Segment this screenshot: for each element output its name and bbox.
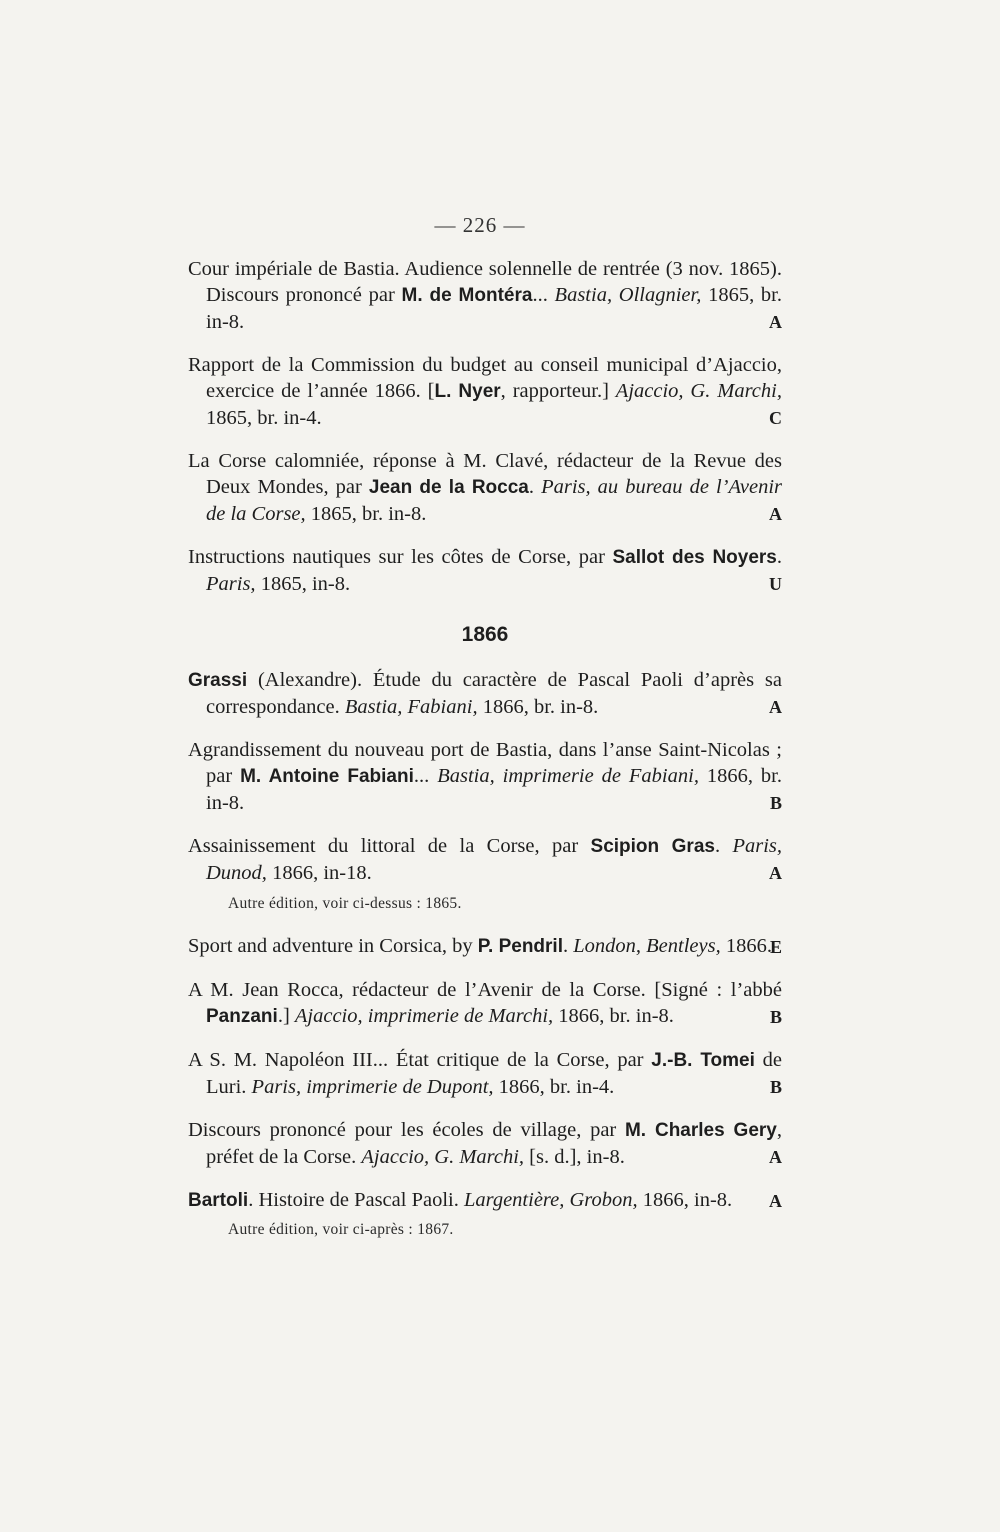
library-code: A	[769, 1191, 782, 1211]
library-code: B	[769, 793, 782, 813]
library-code: A	[769, 504, 782, 524]
entry-text: 1866, br. in-8.	[206, 765, 782, 814]
entry-author: J.-B. Tomei	[651, 1050, 755, 1071]
entry-text: Sport and adventure in Corsica, by	[188, 935, 478, 957]
entry-text: .	[714, 835, 733, 857]
entry-text: . Histoire de Pascal Paoli.	[248, 1189, 464, 1211]
entry-publisher: Ajaccio, imprimerie de Marchi,	[294, 1005, 554, 1027]
library-code: A	[769, 1147, 782, 1167]
edition-note: Autre édition, voir ci-après : 1867.	[228, 1221, 454, 1238]
library-code: A	[769, 697, 782, 717]
entry-text: Agrandissement du nouveau port de Bastia, dans l’anse Saint-Nicolas ; par	[188, 739, 782, 787]
entry-text: 1866, br. in-8.	[477, 696, 599, 718]
entry-text: 1866, br. in-4.	[493, 1076, 615, 1098]
bibliography-entry	[188, 352, 782, 431]
entry-author: M. Charles Gery	[624, 1120, 777, 1141]
entry-publisher: Bastia, Ollagnier,	[554, 284, 702, 306]
entry-author: P. Pendril	[477, 936, 563, 957]
entry-author: Sallot des Noyers	[612, 547, 777, 568]
entry-text: .]	[277, 1005, 295, 1027]
entry-text: Instructions nautiques sur les côtes de Corse, par	[188, 546, 613, 568]
entry-author: Bartoli	[188, 1190, 249, 1211]
bibliography-entry	[188, 667, 782, 720]
entry-text: .	[562, 935, 574, 957]
entry-text: ...	[532, 284, 555, 306]
library-code: A	[769, 312, 782, 332]
library-code: U	[769, 574, 782, 594]
bibliography-entry	[188, 544, 782, 597]
entry-publisher: Bastia, Fabiani,	[344, 696, 478, 718]
entry-author: M. de Montéra	[401, 285, 533, 306]
entry-text: 1866, br. in-8.	[553, 1005, 674, 1027]
bibliography-entry	[188, 256, 782, 335]
entry-text: Rapport de la Commission du budget au conseil municipal d’Ajaccio, exercice de l’année 1866. [	[188, 354, 782, 402]
entry-text: 1865, br. in-4.	[206, 407, 322, 429]
year-heading: 1866	[461, 623, 509, 646]
page-number: — 226 —	[434, 213, 526, 237]
entry-publisher: Largentière, Grobon,	[463, 1189, 638, 1211]
entry-publisher: Paris, Dunod,	[206, 835, 783, 884]
library-code: C	[769, 408, 782, 428]
entry-author: Panzani	[206, 1006, 278, 1027]
bibliography-entry	[188, 833, 782, 886]
entry-text: 1866, in-8.	[637, 1189, 733, 1211]
bibliography-entry	[188, 933, 782, 960]
entry-text: , rapporteur.]	[500, 380, 616, 402]
library-code: B	[769, 1077, 782, 1097]
library-code: E	[769, 937, 782, 957]
entry-text: La Corse calomniée, réponse à M. Clavé, rédacteur de la Revue des Deux Mondes, par	[188, 450, 782, 498]
entry-text: [s. d.], in-8.	[524, 1146, 625, 1168]
entry-publisher: Bastia, imprimerie de Fabiani,	[437, 765, 699, 787]
entry-text: (Alexandre). Étude du caractère de Pascal Paoli d’après sa correspondance.	[206, 669, 782, 718]
entry-text: .	[776, 546, 782, 568]
library-code: B	[769, 1007, 782, 1027]
entry-author: Scipion Gras	[590, 836, 715, 857]
edition-note: Autre édition, voir ci-dessus : 1865.	[228, 895, 462, 912]
entry-publisher: Ajaccio, G. Marchi,	[361, 1146, 525, 1168]
entry-text: A S. M. Napoléon III... État critique de la Corse, par	[188, 1049, 652, 1071]
bibliography-entry	[188, 977, 782, 1030]
entry-publisher: Paris, imprimerie de Dupont,	[251, 1076, 494, 1098]
library-code: A	[769, 863, 782, 883]
entry-author: Grassi	[188, 670, 248, 691]
bibliography-entry	[188, 1047, 782, 1100]
entry-author: L. Nyer	[434, 381, 501, 402]
entry-publisher: Paris,	[206, 573, 256, 595]
entry-text: Assainissement du littoral de la Corse, par	[188, 835, 591, 857]
entry-text: 1866.	[720, 935, 772, 957]
entry-text: 1866, in-18.	[266, 862, 372, 884]
entry-text: 1865, br. in-8.	[206, 284, 782, 333]
entry-publisher: London, Bentleys,	[573, 935, 721, 957]
entry-author: Jean de la Rocca	[368, 477, 529, 498]
entry-text: , préfet de la Corse.	[206, 1119, 782, 1168]
entry-publisher: Ajaccio, G. Marchi,	[615, 380, 782, 402]
entry-text: 1865, in-8.	[255, 573, 351, 595]
entry-text: 1865, br. in-8.	[305, 503, 427, 525]
bibliography-entry	[188, 448, 782, 527]
entry-text: A M. Jean Rocca, rédacteur de l’Avenir de la Corse. [Signé : l’abbé	[188, 979, 782, 1001]
entry-text: ...	[413, 765, 438, 787]
bibliography-entry	[188, 1117, 782, 1170]
bibliography-entry	[188, 1187, 782, 1214]
bibliography-entry	[188, 737, 782, 816]
bibliography-list	[188, 256, 782, 1259]
entry-text: .	[528, 476, 542, 498]
entry-publisher: Paris, au bureau de l’Avenir de la Corse,	[206, 476, 783, 525]
entry-text: Discours prononcé pour les écoles de village, par	[188, 1119, 625, 1141]
entry-text: Cour impériale de Bastia. Audience solennelle de rentrée (3 nov. 1865). Discours prononcé par	[188, 258, 782, 306]
entry-author: M. Antoine Fabiani	[240, 766, 414, 787]
entry-text: de Luri.	[206, 1049, 782, 1098]
